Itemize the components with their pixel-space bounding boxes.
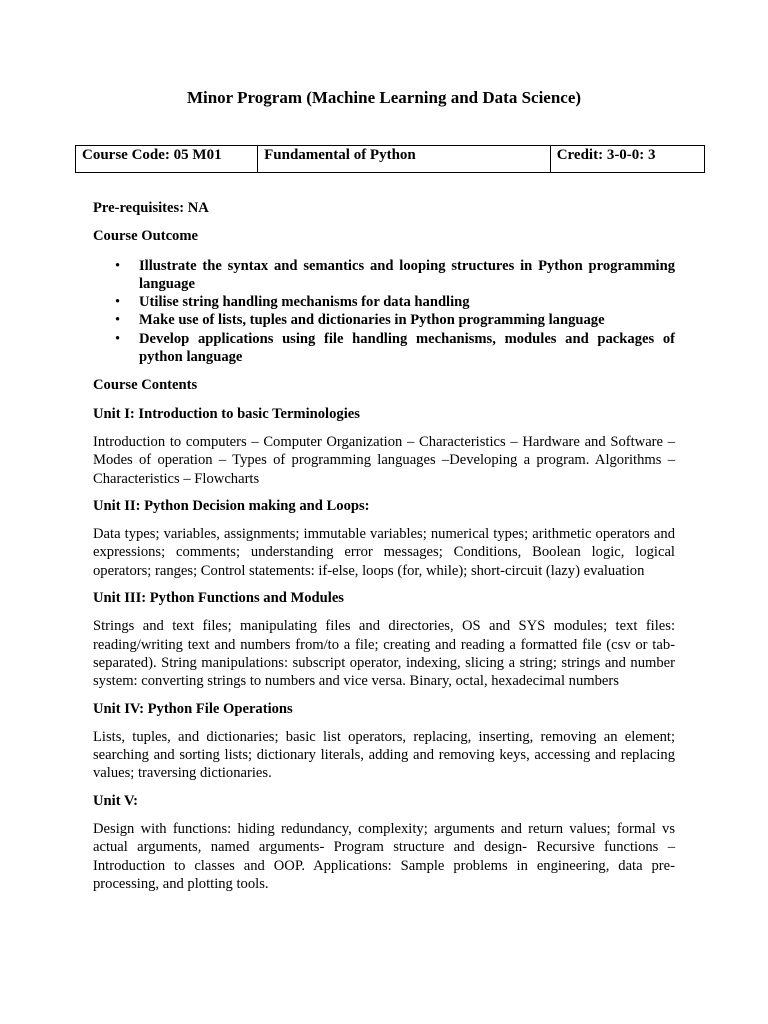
unit-text: Design with functions: hiding redundancy, complexity; arguments and return values; formal vs actual arguments, named arguments- Program structure and design- Recursive functions – Introduction to classes and OOP. Applications: Sample problems in engineering, data pre-processing, and plotting tools. [93,821,675,892]
unit-heading: Unit II: Python Decision making and Loops: [93,497,370,514]
course-outcome-heading: Course Outcome [93,228,198,245]
outcome-item [93,257,675,294]
bullet-icon: • [115,330,121,347]
unit-text: Strings and text files; manipulating files and directories, OS and SYS modules; text files: reading/writing text and numbers from/to a file; creating and reading a formatted file (csv or tab-separated). String manipulations: subscript operator, indexing, slicing a string; strings and number system: converting strings to numbers and vice versa. Binary, octal, hexadecimal numbers [93,618,675,690]
course-name-cell: Fundamental of Python [258,146,551,173]
unit-heading: Unit V: [93,792,139,809]
document-body [93,199,675,902]
course-outcome-list [93,257,675,367]
outcome-text: Develop applications using file handling mechanisms, modules and packages of python language [139,330,675,366]
unit-heading: Unit III: Python Functions and Modules [93,590,344,607]
bullet-icon: • [115,294,121,311]
course-info-table [75,145,705,173]
document-title: Minor Program (Machine Learning and Data Science) [186,88,582,107]
unit-heading: Unit I: Introduction to basic Terminologies [93,405,360,422]
course-credit-cell: Credit: 3-0-0: 3 [550,146,704,173]
course-info-row [76,146,705,173]
outcome-item [93,330,675,367]
unit-heading: Unit IV: Python File Operations [93,700,293,717]
course-code-cell: Course Code: 05 M01 [76,146,258,173]
unit-text: Lists, tuples, and dictionaries; basic list operators, replacing, inserting, removing an element; searching and sorting lists; dictionary literals, adding and removing keys, accessing and replacing values; traversing dictionaries. [93,728,675,782]
outcome-text: Utilise string handling mechanisms for data handling [139,294,470,311]
outcome-item [93,293,675,311]
course-contents-heading: Course Contents [93,377,198,394]
bullet-icon: • [115,312,121,329]
outcome-item [93,311,675,329]
unit-text: Introduction to computers – Computer Organization – Characteristics – Hardware and Software – Modes of operation – Types of programming languages –Developing a program. Algorithms – Characteristics – Flowcharts [93,433,675,487]
bullet-icon: • [115,257,121,274]
outcome-text: Illustrate the syntax and semantics and looping structures in Python programming language [139,257,675,292]
prerequisites-line: Pre-requisites: NA [93,200,209,216]
unit-text: Data types; variables, assignments; immutable variables; numerical types; arithmetic operators and expressions; comments; understanding error messages; Conditions, Boolean logic, logical operators; ranges; Control statements: if-else, loops (for, while); short-circuit (lazy) evaluation [93,526,675,579]
outcome-text: Make use of lists, tuples and dictionaries in Python programming language [139,312,605,329]
